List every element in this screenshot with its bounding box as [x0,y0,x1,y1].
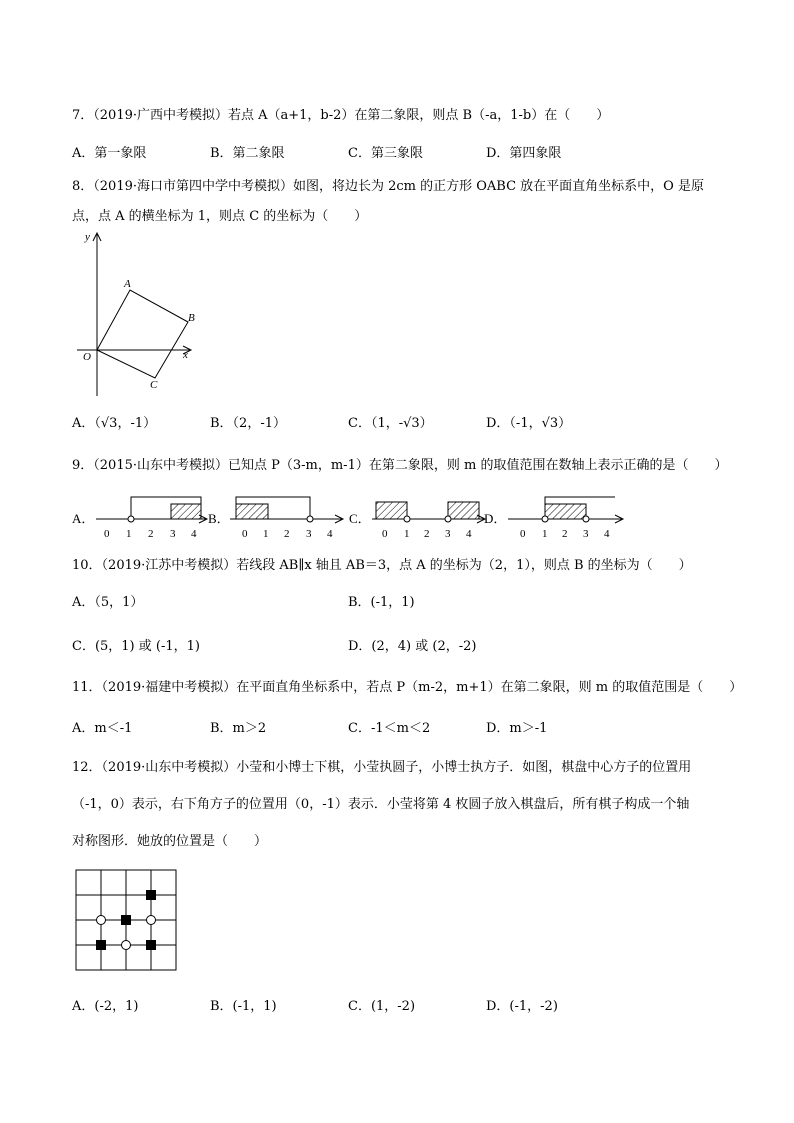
circle-piece [97,916,106,925]
q9b-tick-1: 1 [263,528,269,540]
q12-stem-line2: （-1，0）表示，右下角方子的位置用（0，-1）表示．小莹将第 4 枚圆子放入棋盘后，所有棋子构成一个轴 [72,797,690,812]
q9d-tick-2: 2 [562,528,568,540]
q11-option-a: A．m＜-1 [72,721,133,736]
q9-letter-b: B． [208,511,230,526]
q10-stem: 10．（2019·江苏中考模拟）若线段 AB∥x 轴且 AB＝3，点 A 的坐标为（2，1），则点 B 的坐标为（ ） [72,558,692,573]
point-c-label: C [150,379,158,391]
q12-option-a: A．(-2，1) [72,999,139,1014]
q12-stem-line1: 12．（2019·山东中考模拟）小莹和小博士下棋，小莹执圆子，小博士执方子．如图，棋盘中心方子的位置用 [72,760,692,775]
q9c-tick-2: 2 [424,528,430,540]
q12-stem-line3: 对称图形．她放的位置是（ ） [72,834,268,849]
q12-option-c: C．(1，-2) [348,999,416,1014]
q12-chessboard [75,869,179,973]
q11-option-d: D．m＞-1 [486,721,548,736]
q9b-tick-0: 0 [242,528,248,540]
q11-option-c: C．-1＜m＜2 [348,721,431,736]
x-axis-label: x [183,349,188,361]
q8-option-d: D．（-1，√3） [486,416,572,431]
q7-stem: 7．（2019·广西中考模拟）若点 A（a+1，b-2）在第二象限，则点 B（-a，1-b）在（ ） [72,108,610,123]
q7-option-b: B．第二象限 [210,146,285,161]
q9d-tick-1: 1 [542,528,548,540]
q9-letter-a: A． [72,511,95,526]
q8-coordinate-figure [72,228,202,400]
q7-option-d: D．第四象限 [486,146,562,161]
q8-stem-line1: 8．（2019·海口市第四中学中考模拟）如图，将边长为 2cm 的正方形 OABC 放在平面直角坐标系中，O 是原 [72,179,704,194]
q9-option-b-number-line [230,497,343,523]
q9c-tick-0: 0 [382,528,388,540]
q7-option-c: C．第三象限 [348,146,423,161]
q9-letter-d: D． [484,511,507,526]
q8-stem-line2: 点，点 A 的横坐标为 1，则点 C 的坐标为（ ） [72,209,368,224]
q9c-tick-4: 4 [466,528,472,540]
q12-option-d: D．(-1，-2) [486,999,558,1014]
q9-option-d-number-line [508,497,623,523]
q9a-tick-1: 1 [126,528,132,540]
square-piece [121,915,131,925]
q9c-tick-1: 1 [404,528,410,540]
q9b-tick-3: 3 [306,528,312,540]
point-b-label: B [188,312,195,324]
origin-label: O [83,351,91,363]
square-piece [146,890,156,900]
q11-option-b: B．m＞2 [210,721,267,736]
q10-option-b: B．(-1，1) [348,595,415,610]
q11-stem: 11．（2019·福建中考模拟）在平面直角坐标系中，若点 P（m-2，m+1）在第二象限，则 m 的取值范围是（ ） [72,680,743,695]
q9-stem: 9．（2015·山东中考模拟）已知点 P（3-m，m-1）在第二象限，则 m 的取值范围在数轴上表示正确的是（ ） [72,458,728,473]
q9a-tick-0: 0 [104,528,110,540]
q9b-tick-4: 4 [327,528,333,540]
q10-option-d: D．(2，4) 或 (2，-2) [348,639,477,654]
q9-option-c-number-line [372,502,485,523]
q10-option-a: A．（5，1） [72,595,144,610]
q8-option-c: C．（1，-√3） [348,416,433,431]
point-a-label: A [124,278,131,290]
q9d-tick-4: 4 [604,528,610,540]
q9d-tick-0: 0 [520,528,526,540]
q9a-tick-3: 3 [170,528,176,540]
q7-option-a: A．第一象限 [72,146,147,161]
q9-letter-c: C． [349,511,371,526]
q9a-tick-2: 2 [148,528,154,540]
circle-piece [147,916,156,925]
circle-piece [122,941,131,950]
q8-option-a: A．（√3，-1） [72,416,157,431]
q9-number-line-options [70,492,630,544]
square-piece [96,940,106,950]
q8-option-b: B．（2，-1） [210,416,286,431]
q9a-tick-4: 4 [191,528,197,540]
q9b-tick-2: 2 [284,528,290,540]
square-piece [146,940,156,950]
q9d-tick-3: 3 [583,528,589,540]
q9-option-a-number-line [96,497,207,523]
q9c-tick-3: 3 [445,528,451,540]
q12-option-b: B．(-1，1) [210,999,277,1014]
square-oabc [97,290,188,378]
y-axis-label: y [85,231,90,243]
q10-option-c: C．(5，1) 或 (-1，1) [72,639,200,654]
